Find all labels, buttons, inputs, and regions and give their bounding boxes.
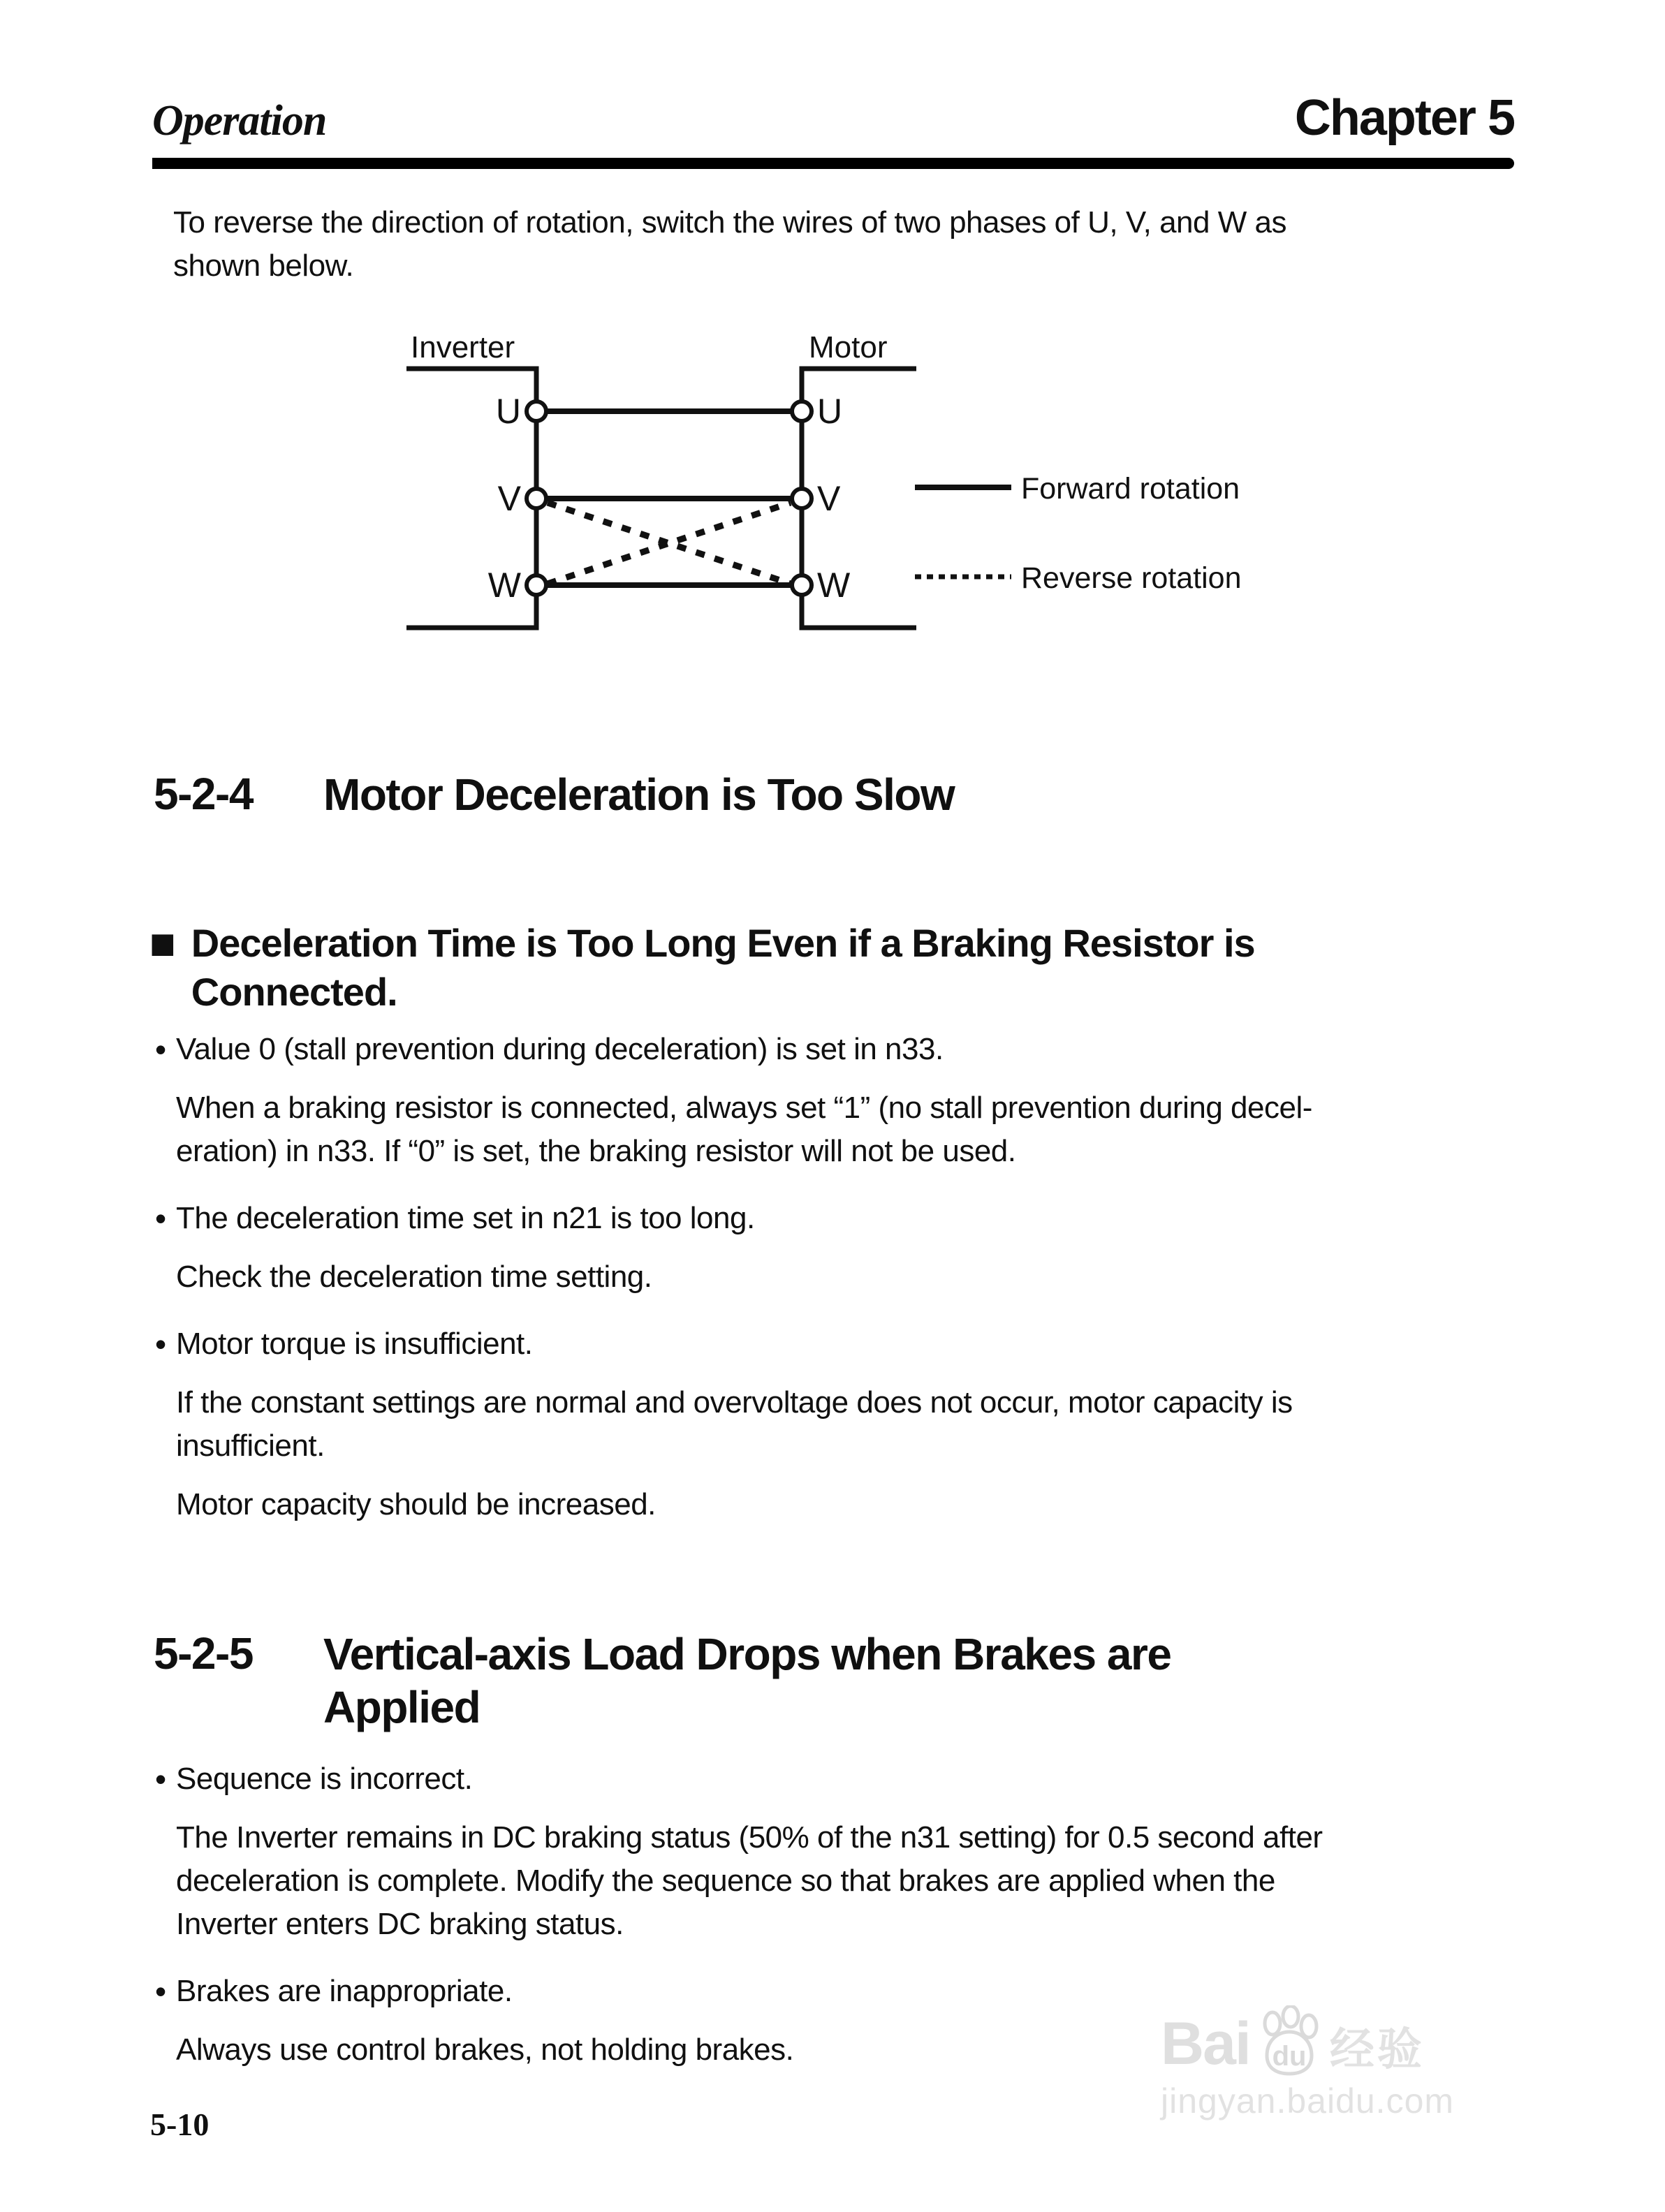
bullet-icon: •: [155, 1200, 167, 1237]
inverter-terminal-u: U: [495, 392, 521, 431]
body-line: Sequence is incorrect.: [176, 1762, 473, 1796]
chapter-number-title: Chapter 5: [1294, 90, 1514, 146]
body-paragraph: [155, 1483, 1665, 1526]
bullet-item: [155, 1028, 1665, 1071]
intro-line: shown below.: [173, 249, 354, 283]
terminal-circle-motor-u: [792, 401, 812, 421]
body-line: Brakes are inappropriate.: [176, 1974, 513, 2008]
body-paragraph: [155, 1086, 1665, 1173]
bullet-item: [155, 1757, 1665, 1801]
subheading-braking-resistor: [149, 919, 1665, 1017]
inverter-motor-diagram: [377, 314, 1292, 667]
inverter-terminal-w: W: [487, 566, 521, 605]
baidu-paw-icon: [1252, 2005, 1324, 2078]
body-line: Inverter enters DC braking status.: [176, 1907, 624, 1941]
body-line: The deceleration time set in n21 is too long.: [176, 1201, 755, 1235]
body-line: If the constant settings are normal and overvoltage does not occur, motor capacity is: [176, 1385, 1293, 1420]
terminal-circle-motor-v: [792, 489, 812, 508]
inverter-terminal-v: V: [497, 479, 521, 518]
body-line: The Inverter remains in DC braking status (50% of the n31 setting) for 0.5 second after: [176, 1820, 1323, 1855]
subheading-line: Connected.: [191, 970, 397, 1014]
motor-label: Motor: [809, 330, 888, 364]
section-title-line: Vertical-axis Load Drops when Brakes are: [323, 1629, 1171, 1679]
section-number: 5-2-5: [154, 1628, 253, 1679]
body-paragraph: [155, 1255, 1665, 1299]
body-line: eration) in n33. If “0” is set, the braking resistor will not be used.: [176, 1134, 1016, 1168]
terminal-circle-motor-w: [792, 575, 812, 595]
section-title-line: Applied: [323, 1682, 481, 1732]
square-bullet-icon: ■: [149, 927, 176, 959]
body-line: Value 0 (stall prevention during deceleration) is set in n33.: [176, 1032, 944, 1066]
bullet-icon: •: [155, 1031, 167, 1068]
bullet-icon: •: [155, 1973, 167, 2010]
header-rule: [152, 158, 1514, 169]
baidu-jingyan-cjk: 经验: [1329, 2024, 1425, 2074]
baidu-logo-text: Bai: [1161, 2010, 1250, 2077]
page-number: 5-10: [150, 2107, 210, 2142]
body-paragraph: [155, 1381, 1665, 1468]
page-header: [0, 0, 1665, 147]
body-line: Motor torque is insufficient.: [176, 1327, 533, 1361]
section-title: Motor Deceleration is Too Slow: [323, 769, 955, 820]
body-line: When a braking resistor is connected, always set “1” (no stall prevention during decel-: [176, 1091, 1312, 1125]
intro-line: To reverse the direction of rotation, switch the wires of two phases of U, V, and W as: [173, 205, 1286, 239]
terminal-circle-inverter-w: [527, 575, 546, 595]
body-line: Always use control brakes, not holding brakes.: [176, 2033, 794, 2067]
body-line: insufficient.: [176, 1429, 325, 1463]
chapter-topic-title: Operation: [152, 97, 327, 145]
motor-terminal-w: W: [817, 566, 851, 605]
section-5-2-4-body: [155, 1028, 1665, 1526]
terminal-circle-inverter-u: [527, 401, 546, 421]
baidu-du-text: du: [1272, 2041, 1307, 2072]
bullet-item: [155, 1322, 1665, 1366]
baidu-logo: [1161, 2005, 1440, 2077]
legend-reverse-label: Reverse rotation: [1021, 561, 1242, 595]
motor-terminal-v: V: [817, 479, 841, 518]
intro-paragraph: [173, 201, 1665, 288]
motor-terminal-u: U: [817, 392, 843, 431]
body-paragraph: [155, 1816, 1665, 1946]
section-number: 5-2-4: [154, 769, 253, 819]
body-line: deceleration is complete. Modify the sequence so that brakes are applied when the: [176, 1864, 1275, 1898]
baidu-watermark: [1161, 2005, 1455, 2121]
terminal-circle-inverter-v: [527, 489, 546, 508]
bullet-item: [155, 1197, 1665, 1240]
wiring-diagram: [0, 314, 1665, 667]
bullet-icon: •: [155, 1326, 167, 1362]
bullet-icon: •: [155, 1761, 167, 1797]
inverter-label: Inverter: [411, 330, 515, 364]
baidu-watermark-url: jingyan.baidu.com: [1161, 2081, 1455, 2121]
body-line: Motor capacity should be increased.: [176, 1487, 656, 1521]
body-line: Check the deceleration time setting.: [176, 1260, 652, 1294]
subheading-line: Deceleration Time is Too Long Even if a Braking Resistor is: [191, 921, 1255, 965]
section-heading-5-2-4: [154, 768, 1665, 821]
section-heading-5-2-5: [154, 1628, 1665, 1734]
legend-forward-label: Forward rotation: [1021, 472, 1240, 506]
